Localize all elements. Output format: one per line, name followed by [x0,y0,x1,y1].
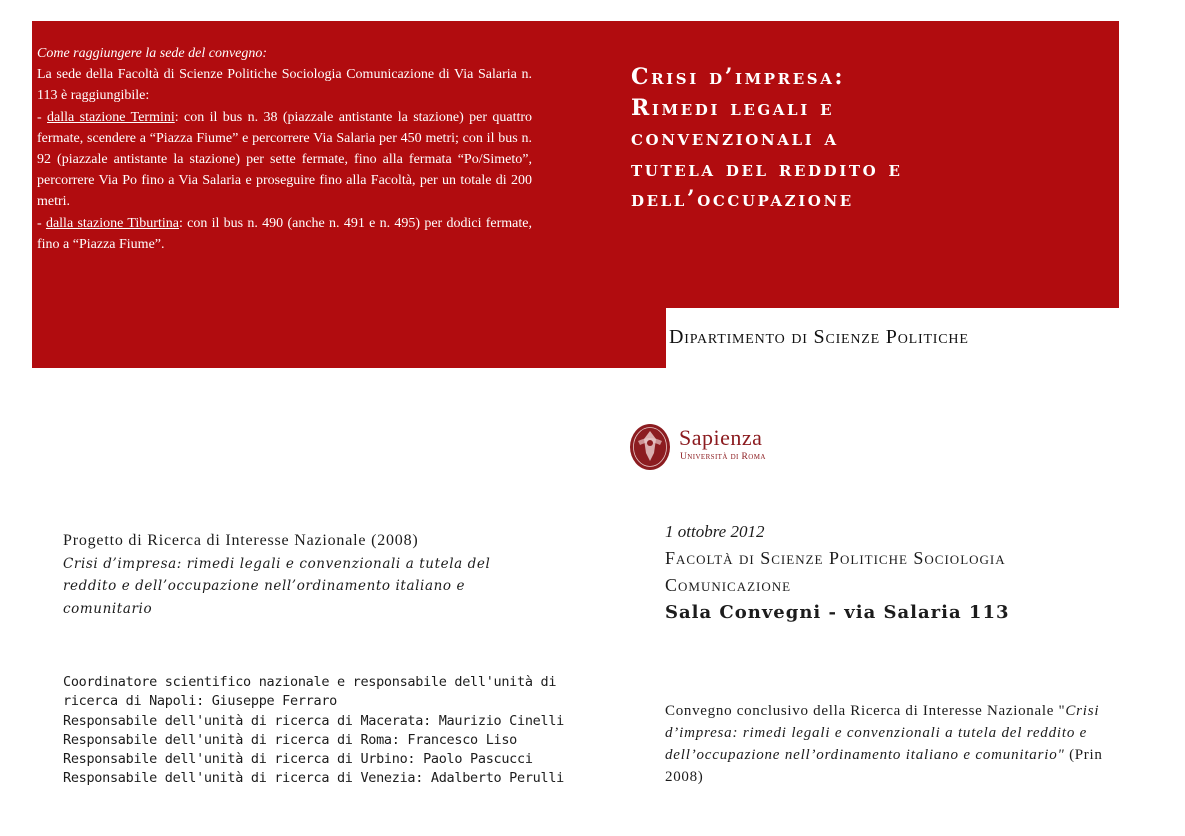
conference-description [665,700,1115,788]
logo-name: Sapienza [679,425,763,450]
title-line: tutela del reddito e [631,155,903,182]
research-unit-line: Responsabile dell'unità di ricerca di Roma: Francesco Liso [63,731,518,748]
research-unit-line: Responsabile dell'unità di ricerca di Venezia: Adalberto Perulli [63,770,564,787]
event-date: 1 ottobre 2012 [665,522,765,541]
route-tiburtina-text: : con il bus n. 490 (anche n. 491 e n. 495) per dodici fermate, fino a “Piazza Fiume”. [37,215,533,252]
logo-subtitle: Università di Roma [680,452,766,462]
title-line: Crisi d’impresa: [631,64,846,90]
route-tiburtina-prefix: - [37,215,46,231]
conclusion-suffix: (Prin 2008) [665,747,1103,785]
research-units-list [63,673,563,789]
title-line: convenzionali a [631,125,839,151]
event-venue: Sala Convegni - via Salaria 113 [665,602,1010,623]
research-unit-line: ricerca di Napoli: Giuseppe Ferraro [63,693,337,710]
research-unit-line: Responsabile dell'unità di ricerca di Macerata: Maurizio Cinelli [63,712,564,729]
research-unit-line: Responsabile dell'unità di ricerca di Urbino: Paolo Pascucci [63,751,533,768]
route-termini-label: dalla stazione Termini [47,109,175,125]
directions-block [37,43,532,255]
sapienza-seal-icon [629,423,673,473]
directions-heading: Come raggiungere la sede del convegno: [37,46,268,61]
event-details [665,519,1125,627]
conference-title [631,62,1101,215]
prin-heading: Progetto di Ricerca di Interesse Nazionale (2008) [63,532,419,549]
sapienza-logo [629,423,789,473]
research-unit-line: Coordinatore scientifico nazionale e responsabile dell'unità di [63,674,557,690]
directions-intro: La sede della Facoltà di Scienze Politiche Sociologia Comunicazione di Via Salaria n. 113 è raggiungibile: [37,67,532,104]
event-faculty: Facoltà di Scienze Politiche Sociologia Comunicazione [665,548,1006,595]
title-line: dell’occupazione [631,186,854,212]
department-name: Dipartimento di Scienze Politiche [669,326,969,348]
directions-route-tiburtina [37,213,532,255]
prin-block [63,530,533,620]
directions-route-termini [37,107,532,213]
route-termini-text: : con il bus n. 38 (piazzale antistante la stazione) per quattro fermate, scendere a “Piazza Fiume” e percorrere Via Salaria per 450 metri; con il bus n. 92 (piazzale antistante la stazione) per sette fermate, fino alla fermata “Po/Simeto”, percorrere Via Po fino a Via Salaria e proseguire fino alla Facoltà, per un totale di 200 metri. [37,109,533,210]
title-line: Rimedi legali e [631,94,835,121]
route-termini-prefix: - [37,109,48,125]
route-tiburtina-label: dalla stazione Tiburtina [45,215,179,231]
conclusion-prefix: Convegno conclusivo della Ricerca di Interesse Nazionale " [665,703,1066,719]
conclusion-title: Crisi d’impresa: rimedi legali e convenzionali a tutela del reddito e dell’occupazione nell’ordinamento italiano e comunitario" [665,703,1100,763]
prin-title: Crisi d’impresa: rimedi legali e convenzionali a tutela del reddito e dell’occupazione nell’ordinamento italiano e comunitario [63,555,491,617]
